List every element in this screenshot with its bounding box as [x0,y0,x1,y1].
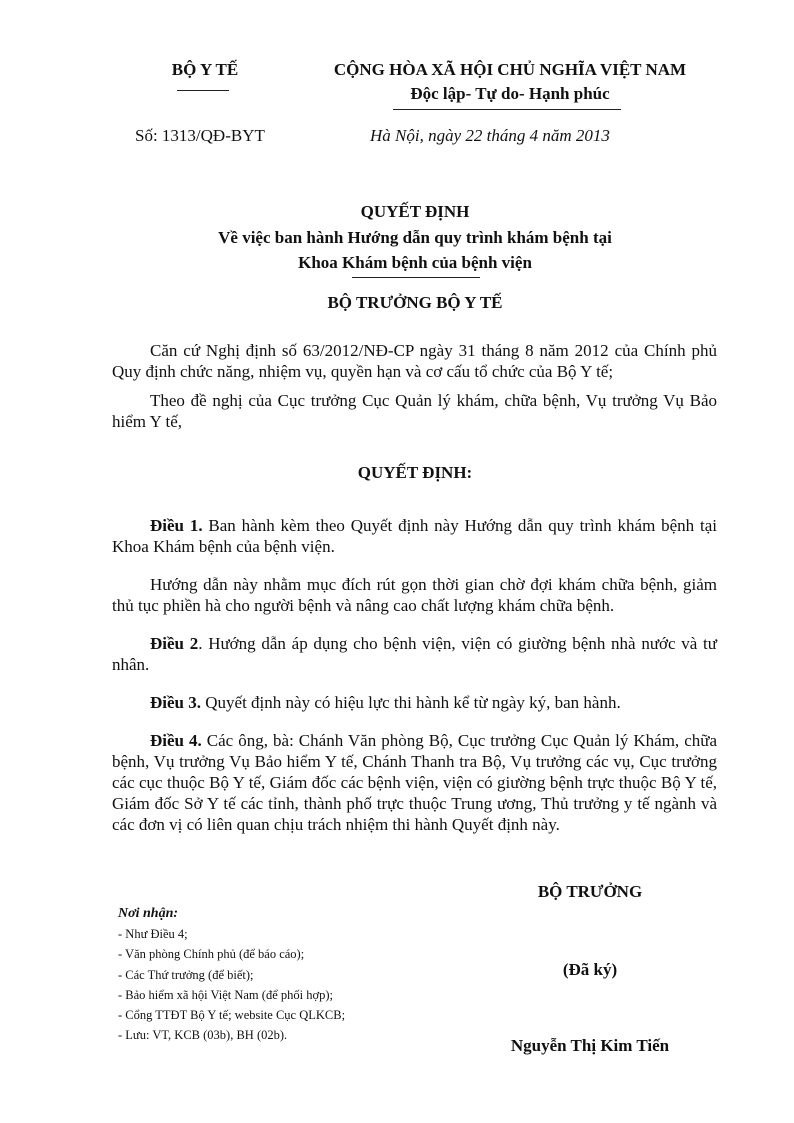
article-label: Điều 4. [150,731,202,750]
agency-underline [177,90,229,91]
article-text: Hướng dẫn này nhằm mục đích rút gọn thời gian chờ đợi khám chữa bệnh, giảm thủ tục phiền hà cho người bệnh và nâng cao chất lượng khám chữa bệnh. [112,575,717,615]
country-name: CỘNG HÒA XÃ HỘI CHỦ NGHĨA VIỆT NAM [333,60,687,79]
article-4 [112,730,717,835]
document-kind: QUYẾT ĐỊNH [360,202,470,221]
article-text: . Hướng dẫn áp dụng cho bệnh viện, viện có giường bệnh nhà nước và tư nhân. [112,634,717,674]
article-label: Điều 2 [150,634,199,653]
article-label: Điều 1. [150,516,203,535]
signed-note: (Đã ký) [562,960,618,979]
article-text: Quyết định này có hiệu lực thi hành kể từ ngày ký, ban hành. [201,693,621,712]
article-1-purpose [112,574,717,616]
decision-heading: QUYẾT ĐỊNH: [357,463,473,482]
motto-underline [393,109,621,110]
signer-position: BỘ TRƯỞNG [537,882,643,901]
article-label: Điều 3. [150,693,201,712]
issuer-title: BỘ TRƯỞNG BỘ Y TẾ [327,293,503,312]
preamble-legal-basis: Căn cứ Nghị định số 63/2012/NĐ-CP ngày 31 tháng 8 năm 2012 của Chính phủ Quy định chức năng, nhiệm vụ, quyền hạn và cơ cấu tổ chức của Bộ Y tế; [112,341,717,381]
article-3 [112,692,717,713]
recipient-item: - Cổng TTĐT Bộ Y tế; website Cục QLKCB; [118,1008,346,1023]
recipient-item: - Văn phòng Chính phủ (để báo cáo); [118,947,305,962]
recipient-item: - Lưu: VT, KCB (03b), BH (02b). [118,1028,288,1043]
recipient-item: - Như Điều 4; [118,927,188,942]
document-number: Số: 1313/QĐ-BYT [135,126,265,145]
recipient-item: - Các Thứ trưởng (để biết); [118,967,254,982]
article-text: Ban hành kèm theo Quyết định này Hướng dẫn quy trình khám bệnh tại Khoa Khám bệnh của bệnh viện. [112,516,717,556]
article-1 [112,515,717,557]
place-and-date: Hà Nội, ngày 22 tháng 4 năm 2013 [370,126,610,145]
recipient-item: - Bảo hiểm xã hội Việt Nam (để phối hợp); [118,987,333,1002]
preamble-proposal: Theo đề nghị của Cục trưởng Cục Quản lý khám, chữa bệnh, Vụ trưởng Vụ Bảo hiểm Y tế, [112,391,717,431]
national-motto: Độc lập- Tự do- Hạnh phúc [410,84,610,103]
subject-underline [352,277,480,278]
agency-name: BỘ Y TẾ [171,60,239,79]
recipients-block [118,904,345,1045]
subject-line-2: Khoa Khám bệnh của bệnh viện [298,253,532,272]
signer-name: Nguyễn Thị Kim Tiến [510,1036,670,1055]
recipients-heading: Nơi nhận: [118,906,179,921]
article-text: Các ông, bà: Chánh Văn phòng Bộ, Cục trưởng Cục Quản lý Khám, chữa bệnh, Vụ trưởng Vụ Bảo hiểm Y tế, Chánh Thanh tra Bộ, Vụ trưởng các vụ, Cục trưởng các cục thuộc Bộ Y tế, Giám đốc các bệnh viện, viện có giường bệnh trực thuộc Bộ Y tế, Giám đốc Sở Y tế các tỉnh, thành phố trực thuộc Trung ương, Thủ trưởng y tế ngành và các đơn vị có liên quan chịu trách nhiệm thi hành Quyết định này. [112,731,717,834]
subject-line-1: Về việc ban hành Hướng dẫn quy trình khám bệnh tại [218,228,612,247]
article-2 [112,633,717,675]
